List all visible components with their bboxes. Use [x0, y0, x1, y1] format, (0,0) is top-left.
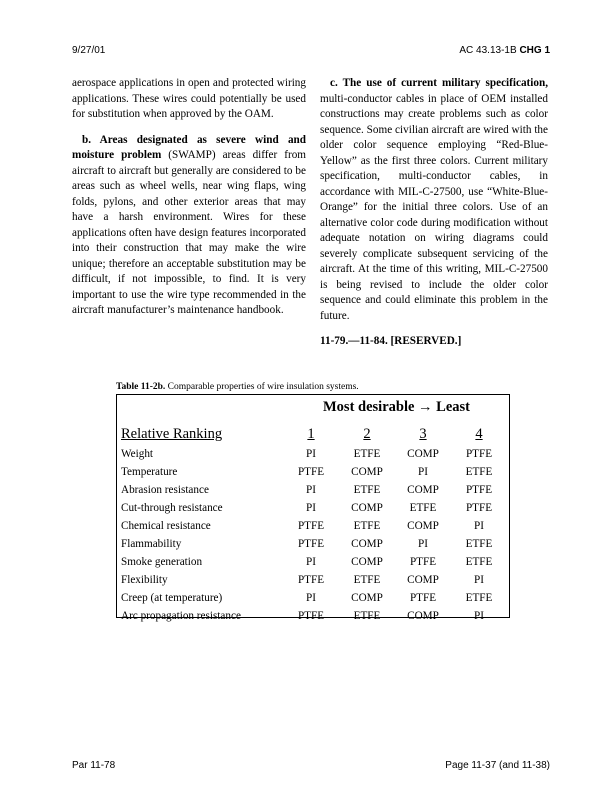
left-column [72, 76, 306, 329]
reserved-heading: 11-79.—11-84. [RESERVED.] [320, 335, 462, 347]
rank-cell: PTFE [297, 520, 325, 532]
ranking-grid [121, 421, 507, 625]
property-name: Weight [121, 448, 154, 460]
rank-cell: ETFE [409, 502, 437, 514]
property-name: Abrasion resistance [121, 484, 209, 496]
property-name: Arc propagation resistance [121, 610, 241, 622]
column-header: 2 [363, 426, 371, 442]
rank-cell: PTFE [409, 592, 437, 604]
table-row [121, 571, 507, 589]
table-row [121, 481, 507, 499]
table-row [121, 607, 507, 625]
ranking-scale-label: Most desirable → Least [323, 399, 470, 415]
table-row [121, 589, 507, 607]
rank-cell: PI [474, 520, 484, 532]
table-row [121, 517, 507, 535]
property-name: Smoke generation [121, 556, 203, 568]
property-name: Temperature [121, 466, 178, 478]
table-caption-text: Comparable properties of wire insulation systems. [167, 382, 359, 392]
rank-cell: COMP [351, 556, 383, 568]
rank-cell: PTFE [297, 538, 325, 550]
change-label: CHG 1 [519, 45, 550, 56]
column-header: 1 [307, 426, 315, 442]
footer-page: Page 11-37 (and 11-38) [445, 760, 550, 771]
rank-cell: PI [474, 610, 484, 622]
rank-cell: PTFE [297, 610, 325, 622]
paragraph-swamp [72, 133, 306, 319]
rank-cell: ETFE [465, 466, 493, 478]
rank-cell: PTFE [297, 466, 325, 478]
table-row [121, 535, 507, 553]
rank-cell: PI [306, 484, 316, 496]
paragraph-swamp-body: (SWAMP) areas differ from aircraft to aircraft but generally are considered to be areas such as wheel wells, near wing flaps, wing folds, pylons, and other exterior areas that may have a harsh environment. Wires for these applications often have design features incorporated into their construction that may make the wire unique; therefore an acceptable substitution may be difficult, if not impossible, to find. It is very important to use the wire type recommended in the aircraft manufacturer’s maintenance handbook. [72, 149, 306, 316]
property-name: Flexibility [121, 574, 168, 586]
column-header: Relative Ranking [121, 426, 223, 442]
property-name: Creep (at temperature) [121, 592, 223, 604]
doc-id: AC 43.13-1B [459, 45, 517, 56]
rank-cell: PI [306, 502, 316, 514]
property-name: Flammability [121, 538, 182, 550]
column-header: 3 [419, 426, 427, 442]
rank-cell: ETFE [353, 484, 381, 496]
paragraph-milspec-body: multi-conductor cables in place of OEM installed constructions may create problems such as color sequence. Some civilian aircraft are wired with the older color sequence employing “Red-Blue-Yellow” as the first three colors. Current military specification, multi-conductor cables, in accordance with MIL-C-27500, use “White-Blue-Orange” for the initial three colors. Use of an alternative color code during modification without adequate notation on wiring diagrams could severely complicate subsequent servicing of the aircraft. At the time of this writing, MIL-C-27500 is being revised to include the older color sequence and could eliminate this problem in the future. [320, 92, 548, 322]
paragraph-continued: aerospace applications in open and protected wiring applications. These wires could potentially be used for substitution when approved by the OAM. [72, 77, 306, 120]
rank-cell: ETFE [465, 592, 493, 604]
rank-cell: PI [418, 538, 428, 550]
footer-paragraph: Par 11-78 [72, 760, 116, 771]
rank-cell: PI [306, 448, 316, 460]
rank-cell: COMP [351, 538, 383, 550]
table-caption-label: Table 11-2b. [116, 382, 166, 392]
rank-cell: ETFE [353, 448, 381, 460]
header-date: 9/27/01 [72, 45, 106, 56]
rank-cell: PTFE [465, 448, 493, 460]
rank-cell: PTFE [409, 556, 437, 568]
table-header-row [121, 421, 507, 445]
header-doc-id [459, 45, 550, 56]
paragraph-milspec [320, 76, 548, 324]
rank-cell: PTFE [465, 502, 493, 514]
rank-cell: PTFE [465, 484, 493, 496]
rank-cell: PI [418, 466, 428, 478]
property-name: Cut-through resistance [121, 502, 223, 514]
paragraph-swamp-lead: b. Areas designated as severe wind and moisture problem [72, 133, 306, 161]
rank-cell: ETFE [353, 574, 381, 586]
table-row [121, 553, 507, 571]
paragraph-milspec-lead: c. The use of current military specification, [330, 77, 548, 89]
table-row [121, 499, 507, 517]
property-name: Chemical resistance [121, 520, 211, 532]
rank-cell: COMP [407, 610, 439, 622]
rank-cell: COMP [407, 448, 439, 460]
insulation-table [116, 394, 510, 622]
rank-cell: COMP [407, 520, 439, 532]
table-row [121, 463, 507, 481]
rank-cell: ETFE [465, 556, 493, 568]
table-caption [116, 382, 359, 392]
right-column [320, 76, 548, 360]
rank-cell: COMP [407, 484, 439, 496]
rank-cell: ETFE [353, 610, 381, 622]
column-header: 4 [475, 426, 483, 442]
rank-cell: COMP [407, 574, 439, 586]
rank-cell: ETFE [465, 538, 493, 550]
rank-cell: ETFE [353, 520, 381, 532]
rank-cell: COMP [351, 466, 383, 478]
rank-cell: COMP [351, 502, 383, 514]
rank-cell: PI [306, 556, 316, 568]
table-row [121, 445, 507, 463]
rank-cell: PI [474, 574, 484, 586]
rank-cell: PI [306, 592, 316, 604]
rank-cell: COMP [351, 592, 383, 604]
rank-cell: PTFE [297, 574, 325, 586]
